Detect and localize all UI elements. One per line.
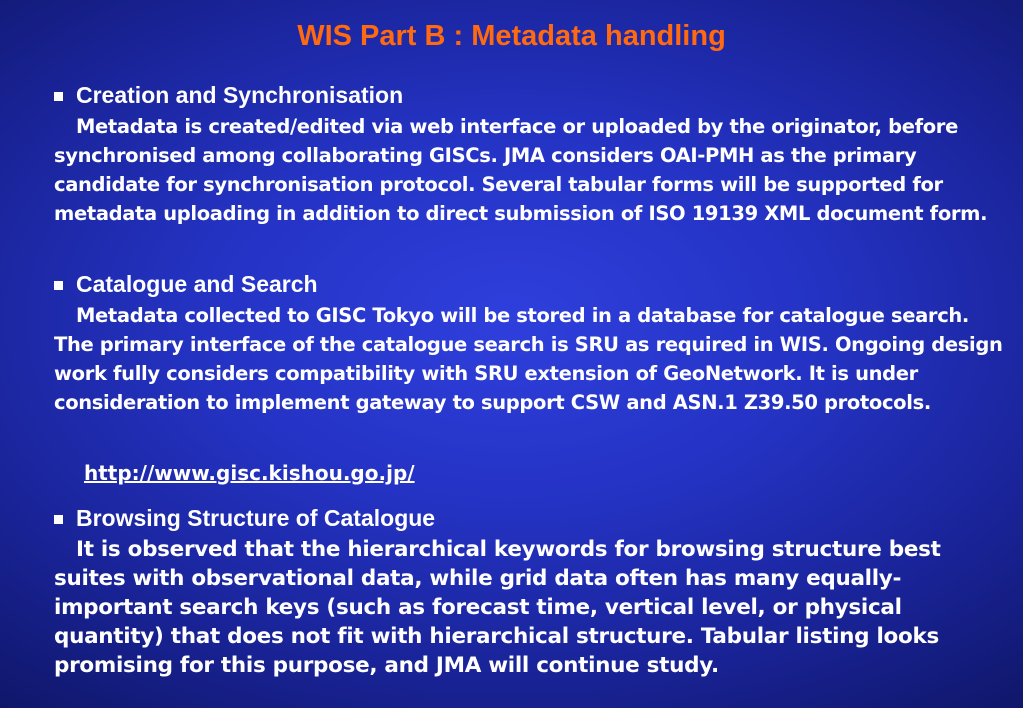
section-body: Metadata is created/edited via web interface or uploaded by the originator, before synchronised among collaborating GISCs. JMA considers OAI-PMH as the primary candidate for synchronisation protocol. Several tabular forms will be supported for metadata uploading in addition to direct submission of ISO 19139 XML document form. — [54, 114, 988, 225]
square-bullet-icon — [54, 515, 63, 524]
section-heading — [54, 271, 1004, 299]
square-bullet-icon — [54, 92, 63, 101]
section-catalogue-search — [54, 271, 1004, 417]
section-body: It is observed that the hierarchical keywords for browsing structure best suites with observational data, while grid data often has many equally-important search keys (such as forecast time, vertical level, or physical quantity) that does not fit with hierarchical structure. Tabular listing looks promising for this purpose, and JMA will continue study. — [54, 536, 941, 678]
section-body: Metadata collected to GISC Tokyo will be stored in a database for catalogue search. The primary interface of the catalogue search is SRU as required in WIS. Ongoing design work fully considers compatibility with SRU extension of GeoNetwork. It is under consideration to implement gateway to support CSW and ASN.1 Z39.50 protocols. — [54, 303, 1003, 414]
section-creation-synchronisation — [54, 82, 1004, 228]
square-bullet-icon — [54, 281, 63, 290]
section-browsing-structure — [54, 505, 1004, 680]
section-heading-label: Creation and Synchronisation — [76, 82, 404, 108]
section-heading — [54, 82, 1004, 110]
section-heading-label: Browsing Structure of Catalogue — [76, 505, 436, 531]
slide-title: WIS Part B : Metadata handling — [297, 20, 726, 52]
section-heading — [54, 505, 1004, 533]
gisc-website-link[interactable]: http://www.gisc.kishou.go.jp/ — [84, 461, 415, 485]
section-heading-label: Catalogue and Search — [76, 271, 318, 297]
